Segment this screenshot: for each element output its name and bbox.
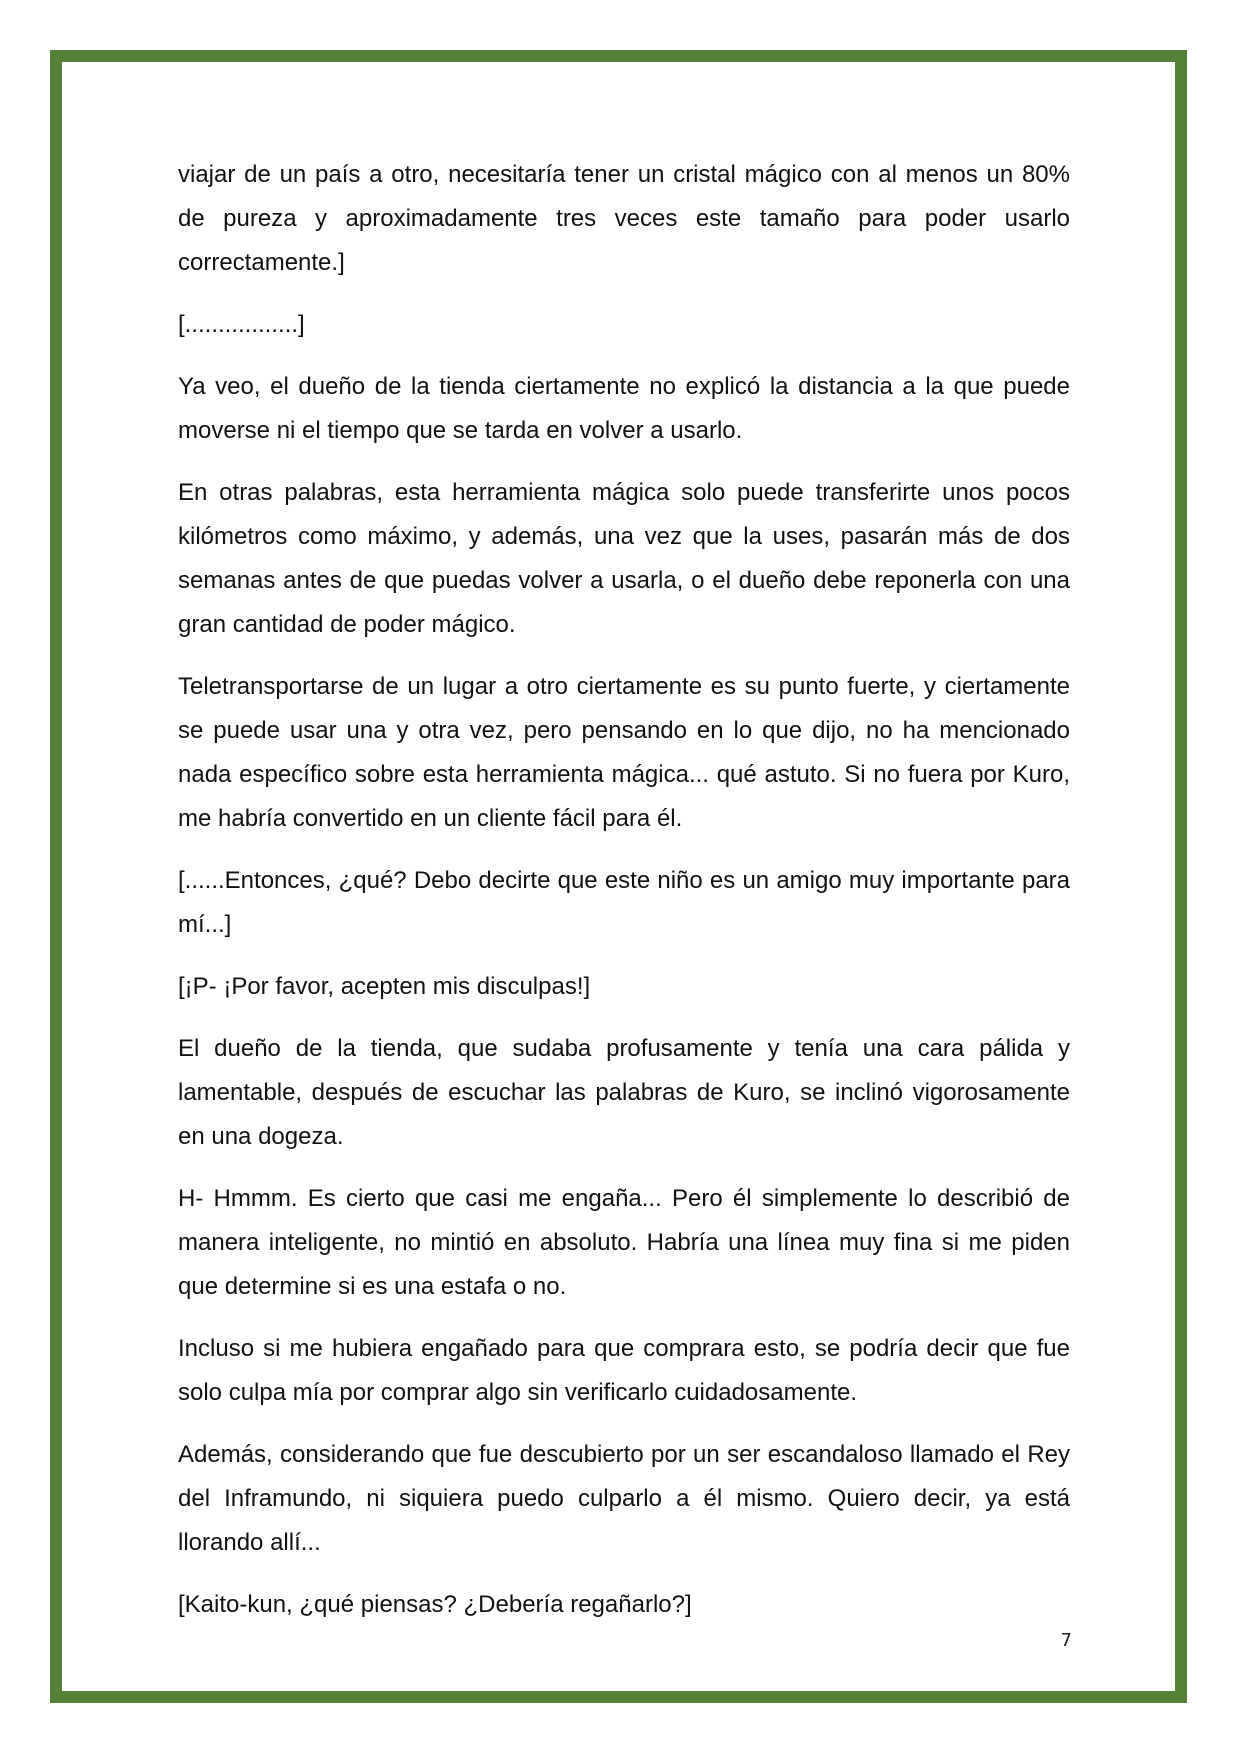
paragraph: [......Entonces, ¿qué? Debo decirte que este niño es un amigo muy importante para mí...] <box>178 867 1070 938</box>
paragraph: En otras palabras, esta herramienta mágica solo puede transferirte unos pocos kilómetros como máximo, y además, una vez que la uses, pasarán más de dos semanas antes de que puedas volver a usarla, o el dueño debe reponerla con una gran cantidad de poder mágico. <box>178 479 1070 638</box>
paragraph: Ya veo, el dueño de la tienda ciertamente no explicó la distancia a la que puede moverse ni el tiempo que se tarda en volver a usarlo. <box>178 373 1070 444</box>
paragraph: [Kaito-kun, ¿qué piensas? ¿Debería regañarlo?] <box>178 1591 692 1618</box>
paragraph: [.................] <box>178 311 305 338</box>
paragraph: Además, considerando que fue descubierto por un ser escandaloso llamado el Rey del Inframundo, ni siquiera puedo culparlo a él mismo. Quiero decir, ya está llorando allí... <box>178 1441 1070 1556</box>
paragraph: [¡P- ¡Por favor, acepten mis disculpas!] <box>178 973 591 1000</box>
paragraph: H- Hmmm. Es cierto que casi me engaña... Pero él simplemente lo describió de manera inteligente, no mintió en absoluto. Habría una línea muy fina si me piden que determine si es una estafa o no. <box>178 1185 1070 1300</box>
document-body <box>178 153 1070 1645</box>
paragraph: viajar de un país a otro, necesitaría tener un cristal mágico con al menos un 80% de pureza y aproximadamente tres veces este tamaño para poder usarlo correctamente.] <box>178 161 1070 276</box>
paragraph: El dueño de la tienda, que sudaba profusamente y tenía una cara pálida y lamentable, después de escuchar las palabras de Kuro, se inclinó vigorosamente en una dogeza. <box>178 1035 1070 1150</box>
paragraph: Teletransportarse de un lugar a otro ciertamente es su punto fuerte, y ciertamente se puede usar una y otra vez, pero pensando en lo que dijo, no ha mencionado nada específico sobre esta herramienta mágica... qué astuto. Si no fuera por Kuro, me habría convertido en un cliente fácil para él. <box>178 673 1070 832</box>
page-number: 7 <box>1060 1630 1072 1651</box>
paragraph: Incluso si me hubiera engañado para que comprara esto, se podría decir que fue solo culpa mía por comprar algo sin verificarlo cuidadosamente. <box>178 1335 1070 1406</box>
